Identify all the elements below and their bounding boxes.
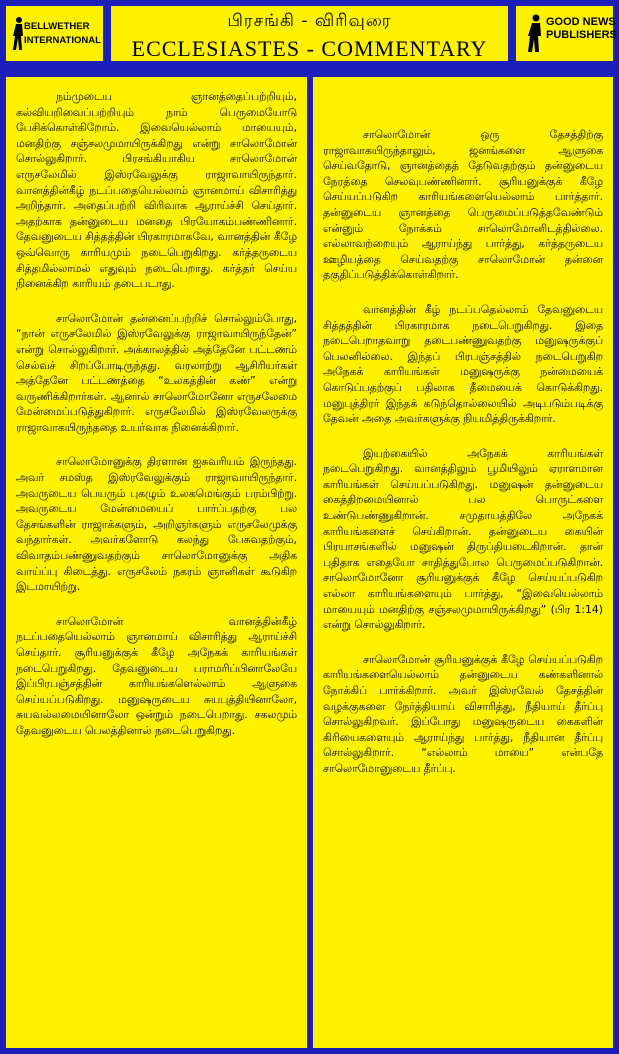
paragraph: சாலொமோன் சூரியனுக்குக் கீழே செய்யப்படுகிற காரியங்களையெல்லாம் தன்னுடைய கண்களினால் நோக்கிப் பார்க்கிறார். அவர் இஸ்ரவேல் தேசத்தின் வழக்குகளை நேர்த்தியாய் விசாரித்து, நீதியாய் தீர்ப்பு சொல்லுகிறவர். இப்போது மனுஷருடைய கைகளின் கிரியைகளையும் ஆராய்ந்து பார்த்து, நீதியான தீர்ப்பு சொல்லுகிறார். “எல்லாம் மாயை” என்பதே சாலொமோனுடைய தீர்ப்பு. <box>323 652 603 775</box>
left-column <box>6 77 307 1048</box>
runner-figure-icon <box>526 14 544 54</box>
paragraph: சாலொமோன் தன்னைப்பற்றிச் சொல்லும்போது, “நான் எருசலேமில் இஸ்ரவேலுக்கு ராஜாவாயிருந்தேன்” என்று சொல்லுகிறார். அக்காலத்தில் அத்தேனே பட்டணம் செல்வச் சிறப்போடிருந்தது. வரலாற்று ஆசிரியர்கள் அத்தேனே பட்டணத்தை “உலகத்தின் கண்” என்று வருணிக்கிறார்கள். ஆனால் சாலொமோனோ எருசலேமை மேன்மைப்படுத்துகிறார். எருசலேமில் இஸ்ரவேலருக்கு ராஜாவாகயிருந்ததை உயர்வாக நினைக்கிறார். <box>16 311 297 434</box>
good-news-logo <box>516 6 617 61</box>
paragraph: வானத்தின் கீழ் நடப்பதெல்லாம் தேவனுடைய சித்தத்தின் பிரகாரமாக நடைபெறுகிறது. இதை நடைபெறாதவாறு தடைபண்ணுவதற்கு மனுஷருக்குப் பெலனில்லை. இந்தப் பிரபஞ்சத்தில் நடைபெறுகிற அநேகக் காரியங்கள் மனுஷருக்கு நன்மையைக் கொடுப்பதற்குப் பதிலாக தீமையைக் கொடுக்கிறது. மனுபுத்திரர் இந்தக் கடுந்தொல்லையில் அடிபடும்படிக்கு தேவன் அதை அவர்களுக்கு நியமித்திருக்கிறார். <box>323 302 603 426</box>
bellwether-logo <box>6 6 103 61</box>
walking-figure-icon <box>11 16 25 52</box>
page-header <box>111 6 508 61</box>
english-title: ECCLESIASTES - COMMENTARY <box>131 36 488 61</box>
good-news-logo-text: GOOD NEWS PUBLISHERS <box>546 16 617 41</box>
paragraph: நம்முடைய ஞானத்தைப்பற்றியும், கல்வியறிவைப்பற்றியும் நாம் பெருமையோடு பேசிக்கொள்கிறோம். இவையெல்லாம் மாயையும், மனதிற்கு சஞ்சலமுமாயிருக்கிறது என்று சாலொமோன் சொல்லுகிறார். பிரசங்கியாகிய சாலொமோன் எருசலேமில் இஸ்ரவேலுக்கு ராஜாவாயிருந்தார். வானத்தின்கீழ் நடப்பதையெல்லாம் ஞானமாய் விசாரித்து அறிந்தார். அதைப்பற்றி விரிவாக ஆராய்ச்சி செய்தார். அதற்காக தன்னுடைய மனதை பிரயோகம்பண்ணினார். தேவனுடைய சித்தத்தின் பிரகாரமாகவே, வானத்தின் கீழே ஒவ்வொரு காரியமும் நடைபெறுகிறது. கர்த்தருடைய சித்தமில்லாமல் எதுவும் நடைபெறாது. கர்த்தர் செய்ய நினைக்கிற காரியம் தடைபடாது. <box>16 90 297 291</box>
paragraph: இயற்கையில் அநேகக் காரியங்கள் நடைபெறுகிறது. வானத்திலும் பூமியிலும் ஏராளமான காரியங்கள் செய்யப்படுகிறது. மனுஷன் தன்னுடைய கைத்திறமையினால் பல பொருட்களை உண்டுபண்ணுகிறான். சமுதாயத்திலே அநேகக் காரியங்களைச் செய்கிறான். தன்னுடைய கையின் பிரயாசங்களில் மனுஷன் திருப்தியடைகிறான். தான் புதிதாக எதையோ சாதித்துபோல பெருமைப்படுகிறான். சாலொமோனோ சூரியனுக்குக் கீழே செய்யப்படுகிற எல்லா காரியங்களையும் பார்த்து, “இவையெல்லாம் மாயையும் மனதிற்கு சஞ்சலமுமாயிருக்கிறது” (பிர 1:14) என்று சொல்லுகிறார். <box>323 446 603 632</box>
paragraph: சாலொமோன் ஒரு தேசத்திற்கு ராஜாவாகயிருந்தாலும், ஜனங்களை ஆளுகை செய்வதோடு, ஞானத்தைத் தேடுவதற்கும் தன்னுடைய நேரத்தை செலவுபண்ணினார். சூரியனுக்குக் கீழே செய்யப்படுகிற காரியங்களையெல்லாம் பார்த்தார். தன்னுடைய ஞானத்தை பெருமைப்படுத்தவேண்டும் என்னும் நோக்கம் சாலொமோனிடத்தில்லை. எல்லாவற்றையும் ஆராய்ந்து பார்த்து, கர்த்தருடைய ஊழியத்தை செய்வதற்கு சாலொமோன் தன்னை தகுதிப்படுத்திக்கொள்கிறார். <box>323 128 603 282</box>
tamil-title: பிரசங்கி - விரிவுரை <box>227 11 392 31</box>
paragraph: சாலொமோன் வானத்தின்கீழ் நடப்பதையெல்லாம் ஞானமாய் விசாரித்து ஆராய்ச்சி செய்தார். சூரியனுக்குக் கீழே அநேகக் காரியங்கள் நடைபெறுகிறது. தேவனுடைய பராமரிப்பினாலேயே இப்பிரபஞ்சத்தின் காரியங்களெல்லாம் ஆளுகை செய்யப்படுகிறது. மனுஷருடைய சுயபுத்தியினாலோ, சுயவல்லமையினாலோ ஒன்றும் நடைபெறாது. சகலமும் தேவனுடைய பெலத்தினால் நடைபெறுகிறது. <box>16 614 297 737</box>
bellwether-logo-text: BELLWETHER INTERNATIONAL <box>24 21 101 46</box>
paragraph: சாலொமோனுக்கு திரளான ஐசுவரியம் இருந்தது. அவர் சமஸ்த இஸ்ரவேலுக்கும் ராஜாவாயிருந்தார். அவருடைய பெயரும் புகழும் உலகமெங்கும் பரம்பிற்று. அவருடைய மேன்மையைப் பார்ப்பதற்கு பல தேசங்களின் ராஜாக்களும், அறிஞர்களும் எருசலேமுக்கு வந்தார்கள். அவர்களோடு கலந்து பேசுவதற்கும், விவாதம்பண்ணுவதற்கும் சாலொமோனுக்கு அதிக வாய்ப்பு கிடைத்து. எருசலேம் நகரம் ஞானிகள் கூடுகிற இடமாயிற்று. <box>16 455 297 594</box>
right-column <box>313 77 613 1048</box>
